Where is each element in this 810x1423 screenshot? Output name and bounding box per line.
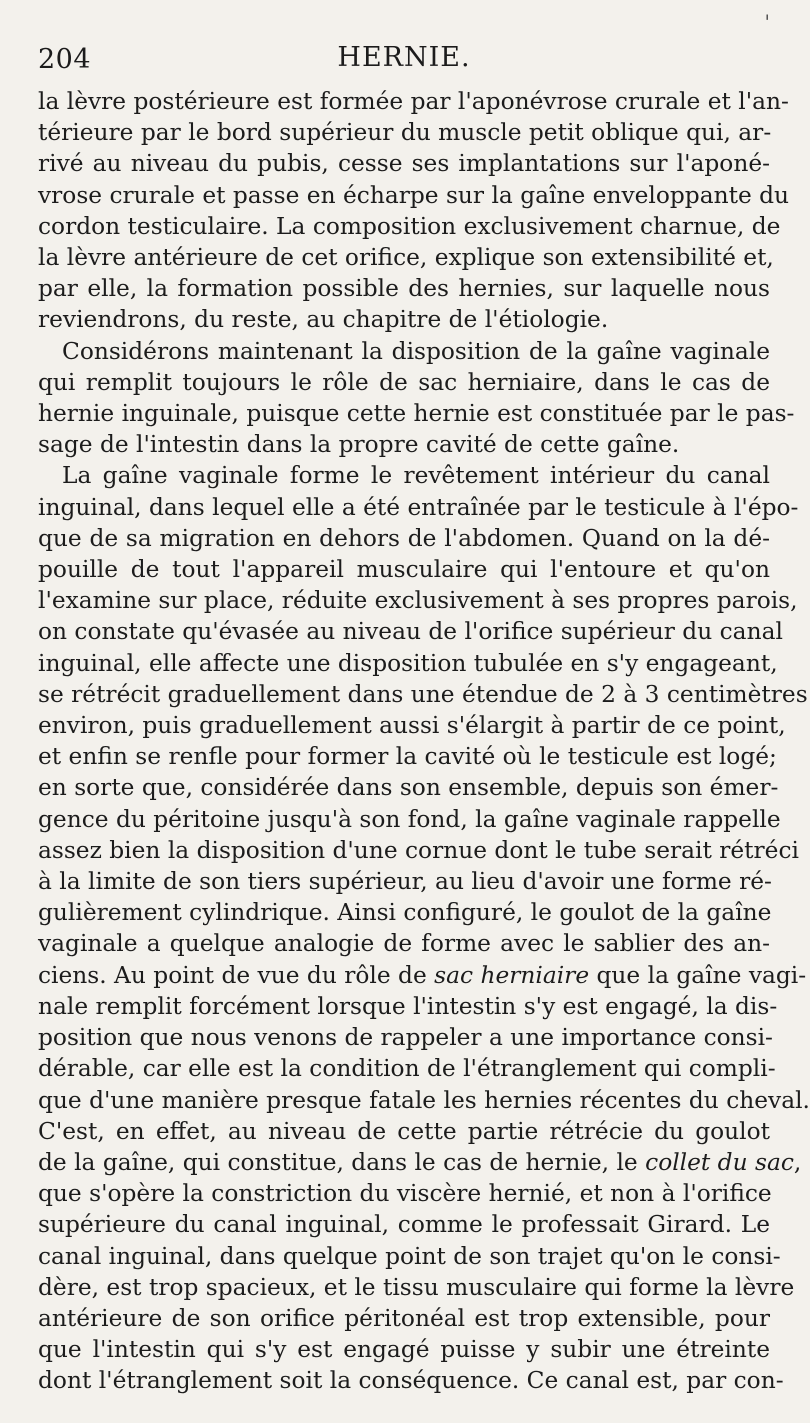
text-line: à la limite de son tiers supérieur, au lieu d'avoir une forme ré- — [38, 868, 772, 896]
margin-mark: ' — [764, 10, 770, 34]
italic-term: collet du sac — [645, 1148, 794, 1176]
text-line: que d'une manière presque fatale les hernies récentes du cheval. — [38, 1086, 810, 1114]
text-line: assez bien la disposition d'une cornue dont le tube serait rétréci — [38, 836, 799, 864]
text-line: inguinal, dans lequel elle a été entraînée par le testicule à l'épo- — [38, 493, 799, 521]
text-line: en sorte que, considérée dans son ensemble, depuis son émer- — [38, 774, 779, 802]
text-segment: ciens. Au point de vue du rôle de — [38, 961, 435, 989]
text-line — [38, 960, 807, 991]
italic-term: sac herniaire — [434, 961, 590, 989]
text-line: supérieure du canal inguinal, comme le professait Girard. Le — [38, 1211, 770, 1239]
running-title: HERNIE. — [337, 42, 471, 73]
text-segment: , — [793, 1148, 802, 1176]
text-line: C'est, en effet, au niveau de cette partie rétrécie du goulot — [38, 1117, 770, 1145]
text-line: dérable, car elle est la condition de l'étranglement qui compli- — [38, 1055, 776, 1083]
text-line: que de sa migration en dehors de l'abdomen. Quand on la dé- — [38, 524, 770, 552]
body-text — [38, 86, 810, 1397]
text-line: qui remplit toujours le rôle de sac herniaire, dans le cas de — [38, 368, 770, 396]
text-segment: que la gaîne vagi- — [589, 961, 807, 989]
text-line: la lèvre postérieure est formée par l'aponévrose crurale et l'an- — [38, 88, 789, 115]
text-line: cordon testiculaire. La composition exclusivement charnue, de — [38, 212, 781, 240]
text-line: antérieure de son orifice péritonéal est trop extensible, pour — [38, 1304, 770, 1332]
text-line: environ, puis graduellement aussi s'élargit à partir de ce point, — [38, 712, 786, 740]
text-line: sage de l'intestin dans la propre cavité de cette gaîne. — [38, 431, 680, 459]
text-line: la lèvre antérieure de cet orifice, explique son extensibilité et, — [38, 244, 774, 272]
text-line: que s'opère la constriction du viscère hernié, et non à l'orifice — [38, 1180, 772, 1208]
text-line: que l'intestin qui s'y est engagé puisse y subir une étreinte — [38, 1336, 770, 1364]
text-line: vaginale a quelque analogie de forme avec le sablier des an- — [38, 930, 770, 958]
text-line: hernie inguinale, puisque cette hernie est constituée par le pas- — [38, 400, 795, 428]
text-line: reviendrons, du reste, au chapitre de l'étiologie. — [38, 306, 609, 334]
text-line: par elle, la formation possible des hernies, sur laquelle nous — [38, 275, 770, 303]
text-line: inguinal, elle affecte une disposition tubulée en s'y engageant, — [38, 649, 778, 677]
page-number: 204 — [38, 44, 92, 75]
text-line: nale remplit forcément lorsque l'intestin s'y est engagé, la dis- — [38, 992, 778, 1020]
text-line: Considérons maintenant la disposition de la gaîne vaginale — [62, 337, 770, 365]
text-segment: de la gaîne, qui constitue, dans le cas de hernie, le — [38, 1148, 646, 1176]
text-line: vrose crurale et passe en écharpe sur la gaîne enveloppante du — [38, 181, 790, 209]
text-line: on constate qu'évasée au niveau de l'orifice supérieur du canal — [38, 618, 783, 646]
text-line: l'examine sur place, réduite exclusivement à ses propres parois, — [38, 587, 798, 615]
text-line: térieure par le bord supérieur du muscle petit oblique qui, ar- — [38, 119, 772, 147]
text-line: La gaîne vaginale forme le revêtement intérieur du canal — [62, 462, 770, 490]
page-header — [38, 10, 770, 86]
text-line: et enfin se renfle pour former la cavité où le testicule est logé; — [38, 743, 777, 771]
text-line: position que nous venons de rappeler a une importance consi- — [38, 1024, 773, 1052]
text-line: gence du péritoine jusqu'à son fond, la gaîne vaginale rappelle — [38, 805, 781, 833]
text-line: gulièrement cylindrique. Ainsi configuré, le goulot de la gaîne — [38, 899, 772, 927]
text-line: dère, est trop spacieux, et le tissu musculaire qui forme la lèvre — [38, 1273, 795, 1301]
text-line: dont l'étranglement soit la conséquence. Ce canal est, par con- — [38, 1367, 784, 1395]
text-line: pouille de tout l'appareil musculaire qui l'entoure et qu'on — [38, 556, 770, 584]
text-line: canal inguinal, dans quelque point de son trajet qu'on le consi- — [38, 1242, 781, 1270]
text-line: se rétrécit graduellement dans une étendue de 2 à 3 centimètres — [38, 680, 808, 708]
text-line — [38, 1147, 802, 1178]
text-line: rivé au niveau du pubis, cesse ses implantations sur l'aponé- — [38, 150, 770, 178]
